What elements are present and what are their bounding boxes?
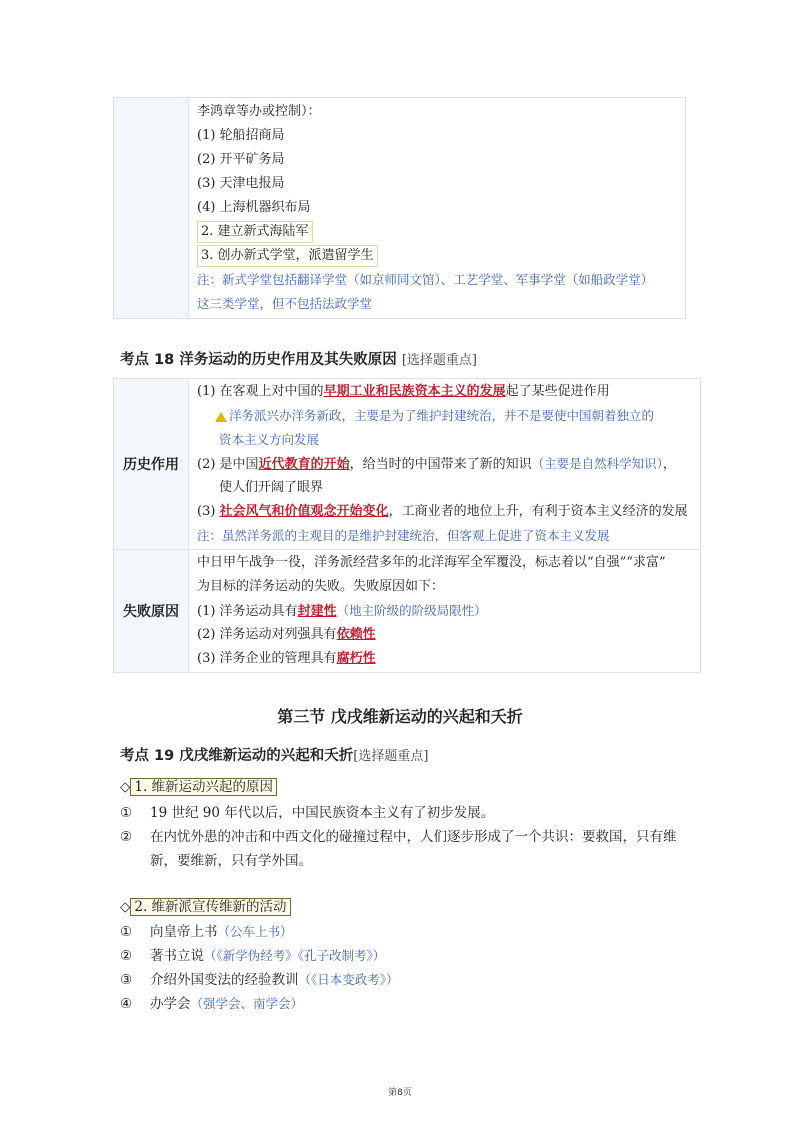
- item-text: 办学会: [150, 996, 191, 1012]
- highlight-text: 早期工业和民族资本主义的发展: [323, 384, 506, 399]
- row-label: 历史作用: [114, 379, 189, 550]
- page-number: 第8页: [388, 1088, 412, 1098]
- kd19-tag: [选择题重点]: [353, 749, 429, 764]
- note-text: （主要是自然科学知识）: [531, 456, 663, 471]
- text: ，给当时的中国带来了新的知识: [349, 457, 532, 472]
- list-item: (3) 天津电报局: [197, 176, 285, 191]
- highlight-text: 近代教育的开始: [258, 457, 350, 472]
- section-title: [120, 348, 477, 369]
- note-text: 洋务派兴办洋务新政，主要是为了维护封建统治，并不是要使中国朝着独立的: [229, 408, 655, 423]
- text-line: 李鸿章等办或控制）：: [197, 104, 321, 119]
- note-line: 这三类学堂，但不包括法政学堂: [197, 296, 373, 311]
- table-content-cell: [189, 98, 686, 319]
- subheading-box: 1. 维新运动兴起的原因: [130, 778, 277, 796]
- note-text: 资本主义方向发展: [219, 432, 320, 447]
- diamond-icon: ◇: [120, 779, 131, 795]
- list-number: ①: [120, 924, 133, 940]
- list-item: (4) 上海机器织布局: [197, 200, 311, 215]
- text: (2) 是中国: [197, 457, 259, 472]
- list-item: (1) 轮船招商局: [197, 128, 285, 143]
- item-text: 向皇帝上书: [150, 924, 218, 940]
- list-number: ①: [120, 805, 133, 821]
- subheading: [120, 776, 277, 798]
- text: (2) 洋务运动对列强具有: [197, 627, 337, 642]
- diamond-icon: ◇: [120, 899, 131, 915]
- note-text: （强学会、南学会）: [190, 996, 304, 1011]
- highlight-text: 依赖性: [336, 627, 376, 642]
- text: 使人们开阔了眼界: [219, 480, 324, 495]
- yangwu-measures-table: [113, 97, 686, 319]
- list-item: [120, 801, 680, 825]
- item-text: 19 世纪 90 年代以后，中国民族资本主义有了初步发展。: [150, 805, 495, 821]
- subheading: [120, 896, 291, 918]
- list-number: ④: [120, 996, 133, 1012]
- list-item: [120, 920, 680, 944]
- highlight-text: 腐朽性: [336, 651, 376, 666]
- highlight-text: 封建性: [297, 604, 337, 619]
- list-item: [120, 825, 680, 849]
- note-text: （公车上书）: [217, 924, 293, 939]
- row-content: [189, 550, 701, 673]
- item-text: 新，要维新，只有学外国。: [150, 853, 312, 869]
- reasons-list: [120, 801, 680, 873]
- text: 中日甲午战争一役，洋务派经营多年的北洋海军全军覆没，标志着以“自强”“求富”: [197, 555, 666, 570]
- note-text: 注：虽然洋务派的主观目的是维护封建统治，但客观上促进了资本主义发展: [197, 528, 610, 543]
- note-text: （《新学伪经考》《孔子改制考》）: [204, 948, 386, 963]
- text: 为目标的洋务运动的失败。失败原因如下：: [197, 579, 445, 594]
- kd18-title: 考点 18 洋务运动的历史作用及其失败原因: [120, 352, 397, 368]
- list-number: ②: [120, 948, 133, 964]
- warning-icon: [215, 412, 227, 422]
- note-line: 注：新式学堂包括翻译学堂（如京师同文馆）、工艺学堂、军事学堂（如船政学堂）: [197, 272, 654, 287]
- list-item: [120, 968, 680, 992]
- activities-list: [120, 920, 680, 1016]
- item-text: 在内忧外患的冲击和中西文化的碰撞过程中，人们逐步形成了一个共识：要救国，只有维: [150, 829, 677, 845]
- highlight-box: 2. 建立新式海陆军: [197, 221, 313, 243]
- highlight-box: 3. 创办新式学堂，派遣留学生: [197, 245, 378, 267]
- text: (1) 在客观上对中国的: [197, 384, 324, 399]
- kd19-title: 考点 19 戊戌维新运动的兴起和夭折: [120, 748, 354, 764]
- section-title: [120, 744, 428, 765]
- history-role-table: [113, 378, 701, 673]
- list-number: ③: [120, 972, 133, 988]
- text: ，: [662, 457, 676, 472]
- note-text: （地主阶级的阶级局限性）: [336, 603, 487, 618]
- text: (3) 洋务企业的管理具有: [197, 651, 337, 666]
- row-label: 失败原因: [114, 550, 189, 673]
- text: 起了某些促进作用: [505, 384, 610, 399]
- table-left-cell: [114, 98, 189, 319]
- row-content: [189, 379, 701, 550]
- item-text: 介绍外国变法的经验教训: [150, 972, 299, 988]
- list-item: (2) 开平矿务局: [197, 152, 285, 167]
- subheading-box: 2. 维新派宣传维新的活动: [130, 898, 290, 916]
- list-item: [120, 944, 680, 968]
- chapter-section-heading: 第三节 戊戌维新运动的兴起和夭折: [277, 707, 523, 726]
- item-text: 著书立说: [150, 948, 204, 964]
- text: (1) 洋务运动具有: [197, 604, 298, 619]
- highlight-text: 社会风气和价值观念开始变化: [219, 504, 389, 519]
- list-item: [120, 992, 680, 1016]
- kd18-tag: [选择题重点]: [401, 353, 477, 368]
- list-number: ②: [120, 829, 133, 845]
- note-text: （《日本变政考》）: [298, 972, 399, 987]
- text: (3): [197, 504, 220, 519]
- text: ，工商业者的地位上升，有利于资本主义经济的发展: [388, 504, 688, 519]
